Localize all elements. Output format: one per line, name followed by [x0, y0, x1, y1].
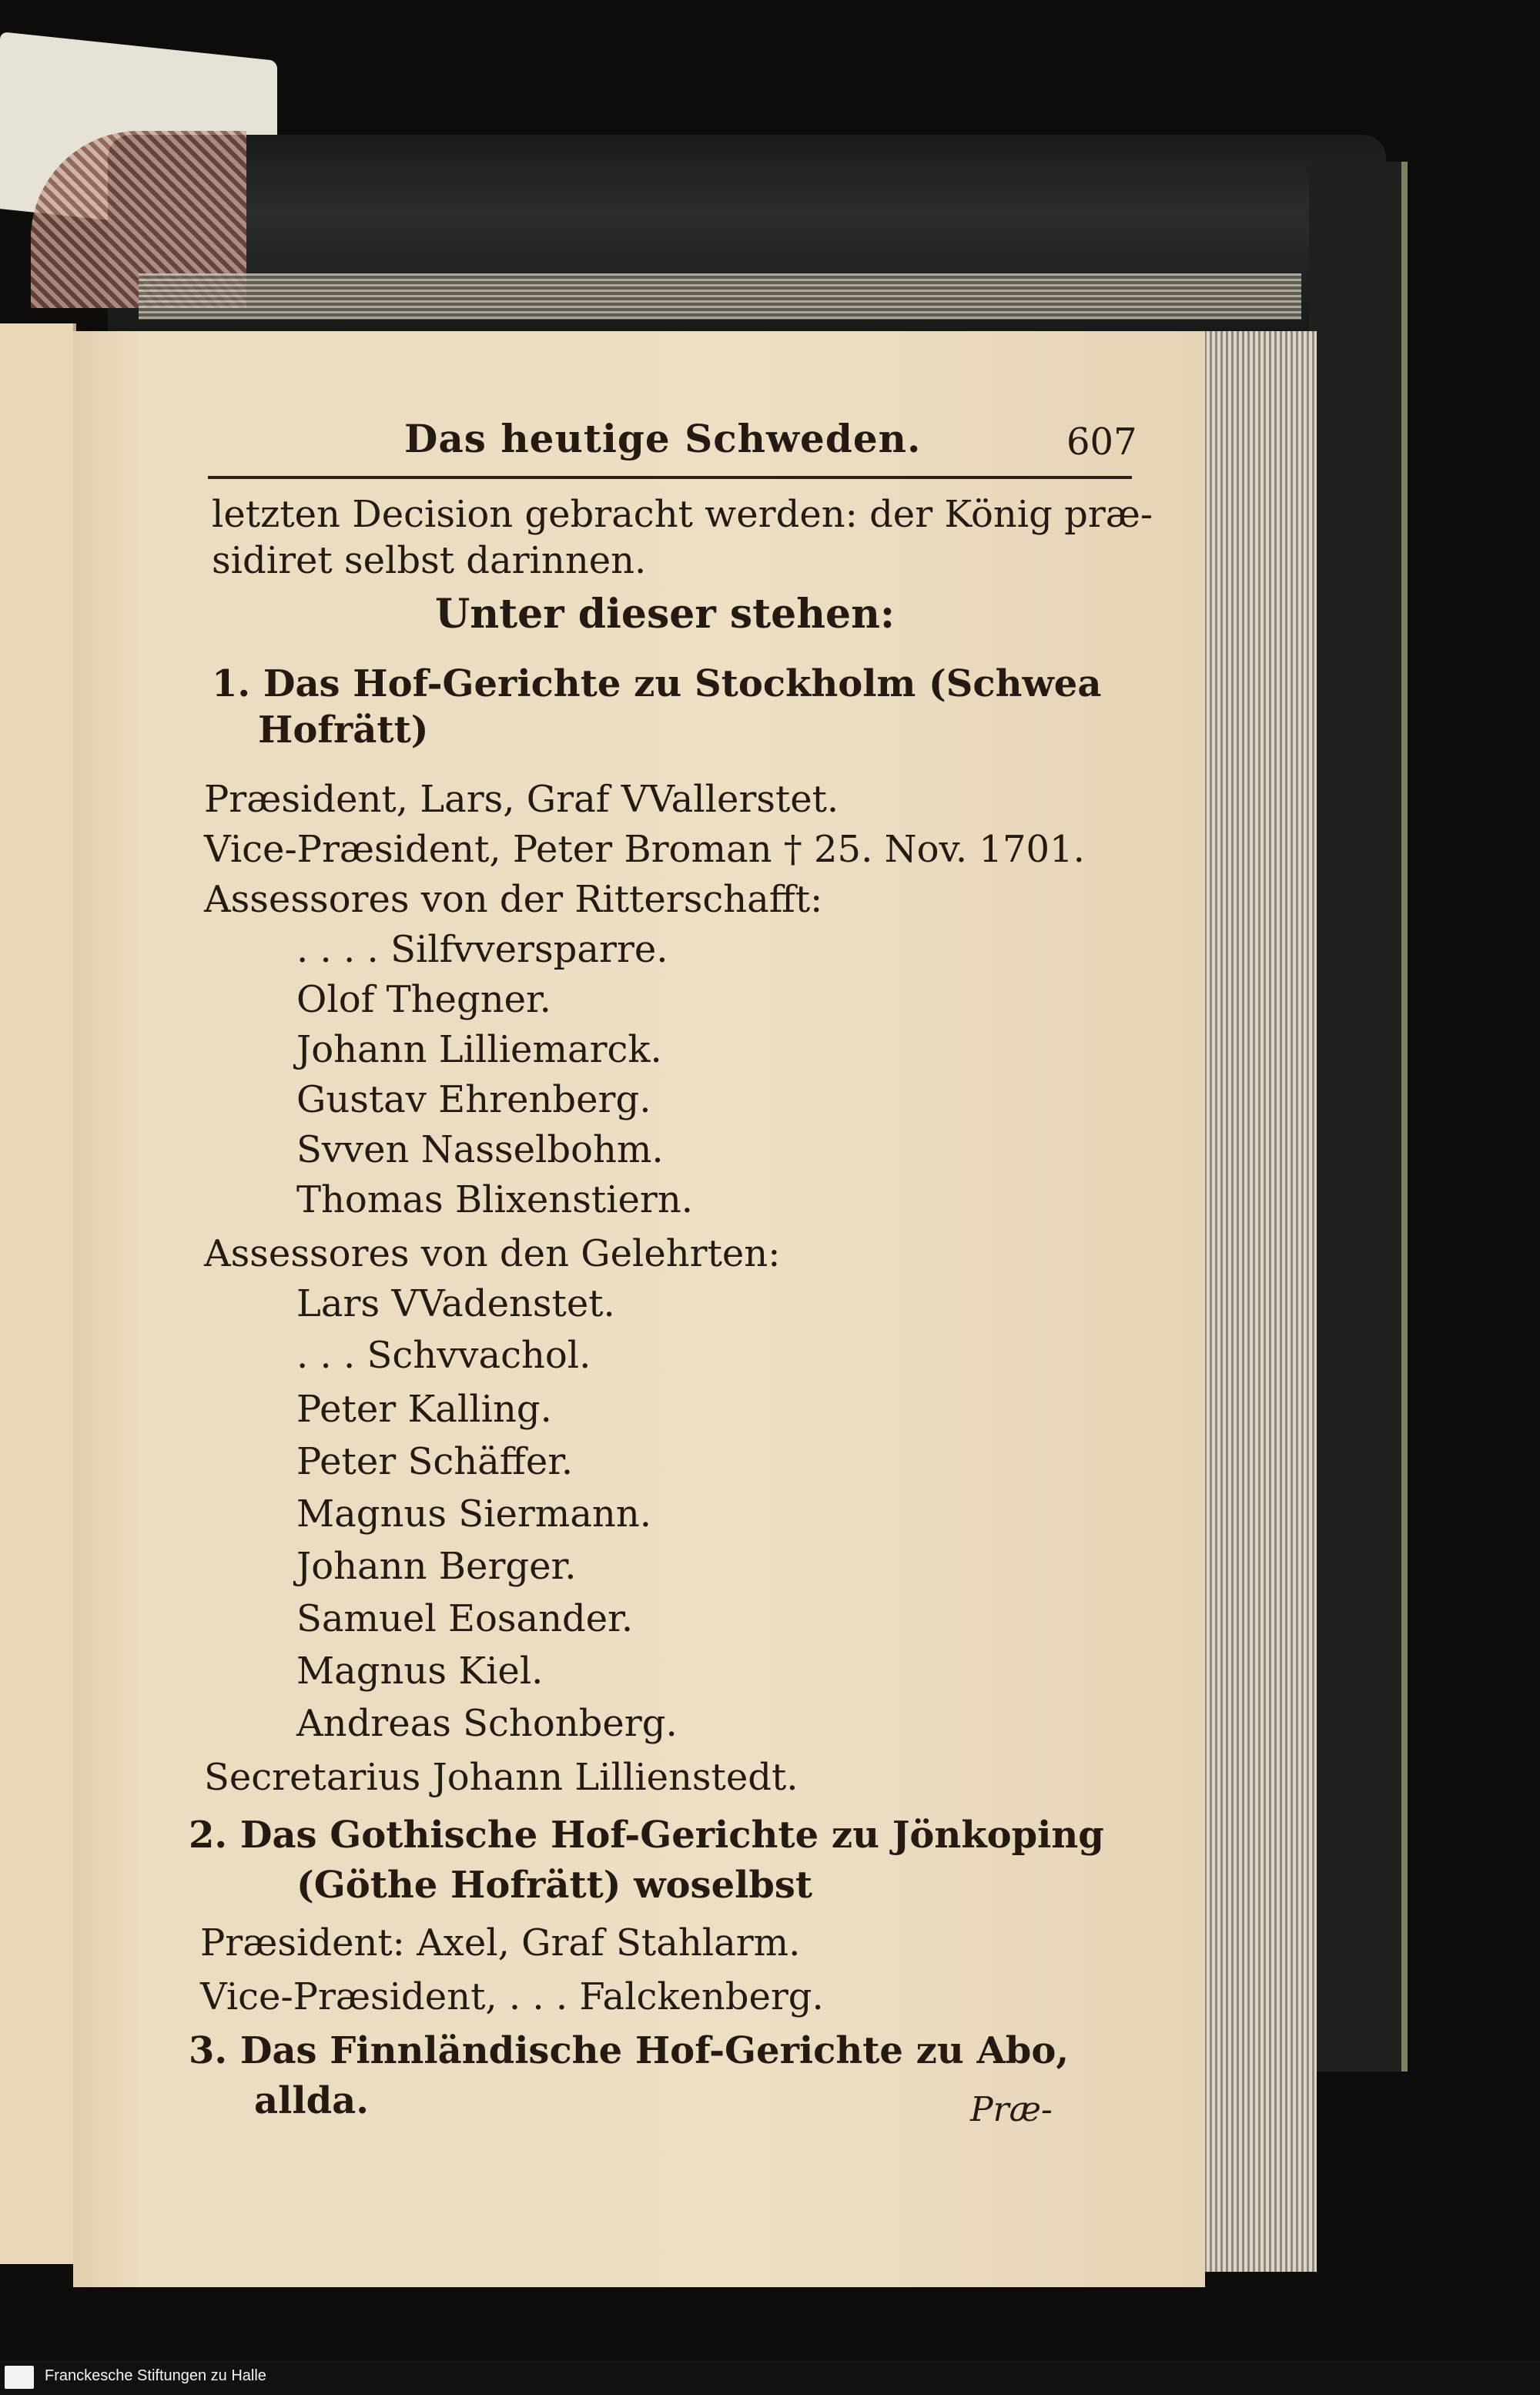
footer-credit: Franckesche Stiftungen zu Halle — [45, 2367, 266, 2384]
name-entry: Johann Berger. — [296, 1545, 577, 1588]
court-heading: 1. Das Hof-Gerichte zu Stockholm (Schwea — [212, 662, 1102, 705]
name-entry: Lars VVadenstet. — [296, 1282, 615, 1325]
name-entry: . . . Schvvachol. — [296, 1334, 591, 1377]
name-entry: . . . . Silfvversparre. — [296, 928, 668, 971]
institution-logo — [5, 2366, 34, 2389]
name-entry: Magnus Siermann. — [296, 1492, 652, 1536]
official-entry: Præsident: Axel, Graf Stahlarm. — [200, 1921, 801, 1965]
name-entry: Peter Schäffer. — [296, 1440, 574, 1483]
name-entry: Magnus Kiel. — [296, 1650, 544, 1693]
official-entry: Præsident, Lars, Graf VVallerstet. — [204, 778, 839, 821]
official-entry: Vice-Præsident, . . . Falckenberg. — [200, 1975, 824, 2018]
book-page — [73, 331, 1205, 2287]
name-entry: Gustav Ehrenberg. — [296, 1078, 651, 1121]
text-line: letzten Decision gebracht werden: der König præ- — [212, 493, 1153, 536]
running-title: Das heutige Schweden. — [404, 416, 922, 461]
book-cover-right — [1309, 162, 1408, 2072]
page-fore-edge — [1201, 331, 1317, 2272]
name-entry: Svven Nasselbohm. — [296, 1128, 664, 1171]
page-stack-top — [139, 273, 1301, 320]
page-text-block — [181, 416, 1153, 2129]
name-entry: Andreas Schonberg. — [296, 1702, 678, 1745]
running-head — [181, 416, 1136, 477]
name-entry: Olof Thegner. — [296, 978, 551, 1021]
left-page-edge — [0, 323, 76, 2264]
court-heading: 2. Das Gothische Hof-Gerichte zu Jönkoping — [189, 1814, 1104, 1857]
section-heading: Unter dieser stehen: — [435, 591, 896, 638]
name-entry: Thomas Blixenstiern. — [296, 1178, 694, 1221]
catchword: Præ- — [970, 2090, 1053, 2129]
court-heading: (Göthe Hofrätt) woselbst — [296, 1864, 813, 1907]
name-entry: Peter Kalling. — [296, 1388, 552, 1431]
name-entry: Samuel Eosander. — [296, 1597, 634, 1640]
page-number: 607 — [1066, 420, 1137, 464]
name-entry: Johann Lilliemarck. — [296, 1028, 662, 1071]
text-line: sidiret selbst darinnen. — [212, 539, 647, 582]
header-rule — [208, 476, 1132, 479]
assessor-heading: Assessores von den Gelehrten: — [204, 1232, 781, 1275]
court-heading: 3. Das Finnländische Hof-Gerichte zu Abo, — [189, 2029, 1070, 2072]
court-heading: Hofrätt) — [258, 708, 429, 752]
court-heading: allda. — [254, 2079, 369, 2122]
assessor-heading: Assessores von der Ritterschafft: — [204, 878, 823, 921]
official-entry: Vice-Præsident, Peter Broman † 25. Nov. 1701. — [204, 828, 1085, 871]
secretary-entry: Secretarius Johann Lillienstedt. — [204, 1756, 798, 1799]
